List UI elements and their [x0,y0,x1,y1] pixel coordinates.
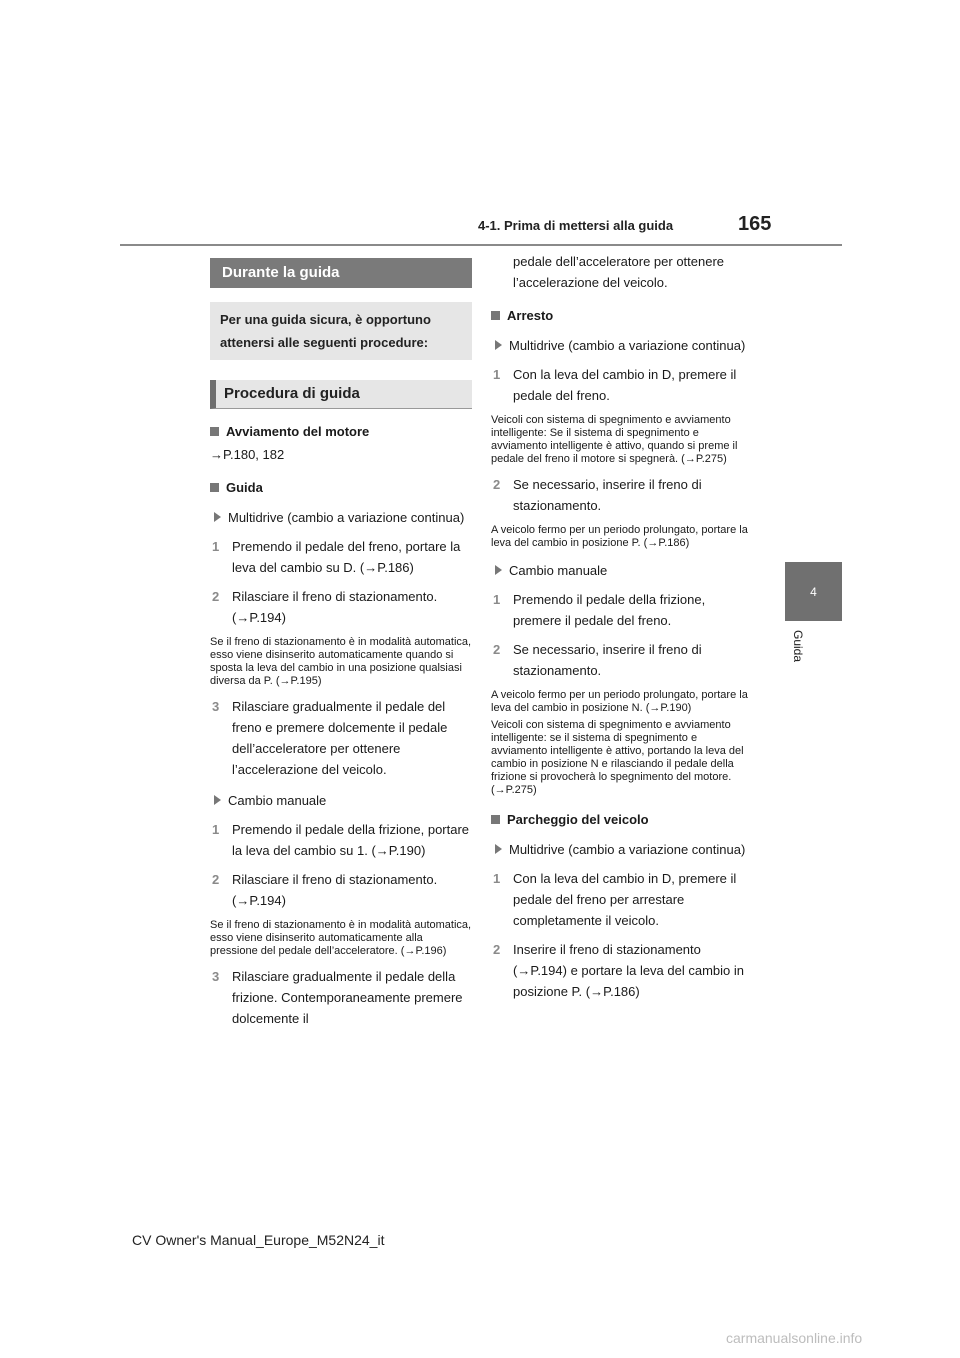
step-text: Se necessario, inserire il freno di stazionamento. [513,642,702,678]
step-number: 1 [493,367,501,382]
item-text: Multidrive (cambio a variazione continua) [509,842,746,857]
list-item-manual [210,790,472,811]
list-item-multidrive [491,335,753,356]
step-number: 3 [212,969,220,984]
step-text: Se necessario, inserire il freno di stazionamento. [513,477,702,513]
triangle-bullet-icon [495,565,502,575]
list-item-multidrive [491,839,753,860]
page-number: 165 [738,213,772,235]
chapter-tab-label: Guida [791,630,805,663]
step-2 [491,939,753,1002]
heading-text: Avviamento del motore [226,424,370,439]
step-number: 2 [493,477,501,492]
note: A veicolo fermo per un periodo prolungato, portare la leva del cambio in posizione N. (→P.190) [491,689,748,714]
step-2 [491,474,753,516]
step-number: 1 [493,592,501,607]
section-bar-durante: Durante la guida [210,258,472,288]
list-item-multidrive [210,507,472,528]
triangle-bullet-icon [495,844,502,854]
note: Veicoli con sistema di spegnimento e avviamento intelligente: Se il sistema di spegnimento e avviamento intelligente è attivo, quando si preme il pedale del freno il motore si spegnerà. (→P.275) [491,414,738,465]
square-bullet-icon [491,311,500,320]
intro-box: Per una guida sicura, è opportuno attenersi alle seguenti procedure: [210,302,472,360]
section-title: 4-1. Prima di mettersi alla guida [478,218,674,233]
item-text: Cambio manuale [509,563,608,578]
step-1 [210,819,472,861]
step-2 [491,639,753,681]
step-number: 2 [212,872,220,887]
note: Veicoli con sistema di spegnimento e avviamento intelligente: se il sistema di spegnimento e avviamento intelligente è attivo, portando la leva del cambio in posizione N e rilasciando il pedale della frizione si provocherà lo spegnimento del motore. (→P.275) [491,719,744,796]
step-text: Premendo il pedale della frizione, portare la leva del cambio su 1. (→P.190) [232,822,470,858]
step-2 [210,869,472,911]
heading-guida [210,479,472,497]
step-text: Rilasciare il freno di stazionamento. (→P.194) [232,589,438,625]
step-number: 2 [212,589,220,604]
step-2 [210,586,472,628]
heading-text: Parcheggio del veicolo [507,812,649,827]
continued-text: pedale dell’acceleratore per ottenere l’accelerazione del veicolo. [513,254,725,290]
heading-text: Arresto [507,308,554,323]
step-number: 2 [493,642,501,657]
step-3 [210,696,472,780]
square-bullet-icon [491,815,500,824]
square-bullet-icon [210,483,219,492]
step-text: Rilasciare gradualmente il pedale del freno e premere dolcemente il pedale dell’acceleratore per ottenere l’accelerazione del veicolo. [232,699,448,777]
triangle-bullet-icon [214,512,221,522]
note: A veicolo fermo per un periodo prolungato, portare la leva del cambio in posizione P. (→P.186) [491,524,748,549]
step-text: Con la leva del cambio in D, premere il pedale del freno. [513,367,737,403]
item-text: Cambio manuale [228,793,327,808]
heading-avviamento [210,423,472,441]
step-number: 1 [212,822,220,837]
step-text: Premendo il pedale del freno, portare la leva del cambio su D. (→P.186) [232,539,461,575]
item-text: Multidrive (cambio a variazione continua) [228,510,465,525]
footer-manual-name: CV Owner's Manual_Europe_M52N24_it [132,1232,385,1248]
step-text: Rilasciare gradualmente il pedale della frizione. Contemporaneamente premere dolcemente il [232,969,463,1026]
note: Se il freno di stazionamento è in modalità automatica, esso viene disinserito automaticamente quando si sposta la leva del cambio in una posizione qualsiasi diversa da P. (→P.195) [210,636,472,687]
footer-watermark: carmanualsonline.info [726,1330,863,1346]
step-text: Inserire il freno di stazionamento (→P.194) e portare la leva del cambio in posizione P. (→P.186) [513,942,744,999]
right-column [491,251,753,1002]
step-1 [491,868,753,931]
chapter-tab[interactable] [785,562,842,621]
list-item-manual [491,560,753,581]
left-column [210,258,472,1029]
step-1 [491,364,753,406]
square-bullet-icon [210,427,219,436]
triangle-bullet-icon [214,795,221,805]
page-reference[interactable]: →P.180, 182 [210,447,285,462]
step-text: Rilasciare il freno di stazionamento. (→P.194) [232,872,438,908]
section-bar-procedura: Procedura di guida [210,380,472,409]
step-number: 2 [493,942,501,957]
step-3 [210,966,472,1029]
heading-parcheggio [491,811,753,829]
step-1 [210,536,472,578]
note: Se il freno di stazionamento è in modalità automatica, esso viene disinserito automaticamente alla pressione del pedale dell’acceleratore. (→P.196) [210,919,472,957]
item-text: Multidrive (cambio a variazione continua) [509,338,746,353]
step-text: Con la leva del cambio in D, premere il pedale del freno per arrestare completamente il veicolo. [513,871,737,928]
triangle-bullet-icon [495,340,502,350]
heading-text: Guida [226,480,263,495]
step-1 [491,589,753,631]
header-rule [120,244,842,246]
step-number: 1 [493,871,501,886]
heading-arresto [491,307,753,325]
chapter-tab-number: 4 [810,584,817,599]
step-text: Premendo il pedale della frizione, premere il pedale del freno. [513,592,706,628]
step-number: 3 [212,699,220,714]
step-number: 1 [212,539,220,554]
